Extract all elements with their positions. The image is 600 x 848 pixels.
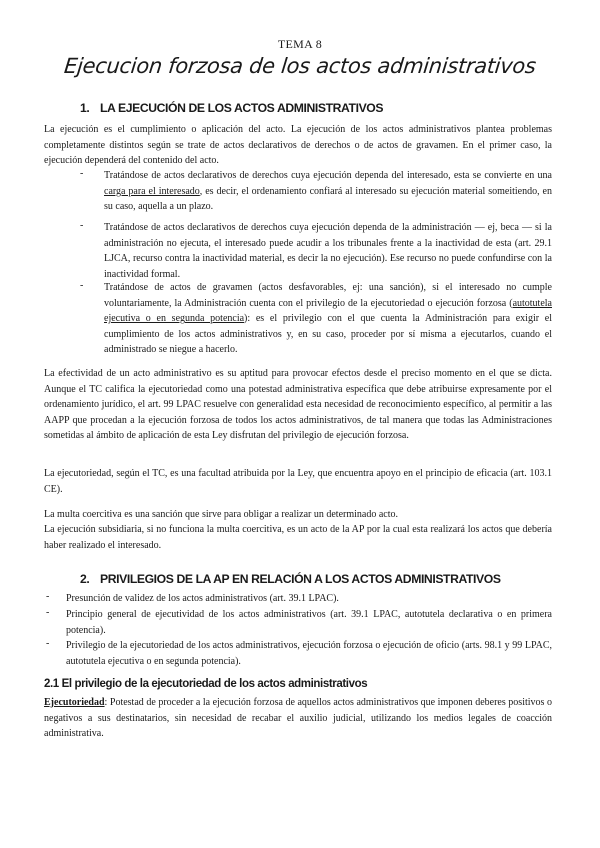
section-1-title: LA EJECUCIÓN DE LOS ACTOS ADMINISTRATIVOS [100,101,384,115]
list-item [104,220,552,282]
bullet-text-end: ): es el privilegio con el que cuenta la Administración para exigir el cumplimiento de los actos administrativos y, en su caso, proceder por sí misma a ejecutarlos, cuando el administrado se niegue a hacerlo. [104,313,552,356]
bullet-dash: - [46,591,50,602]
list-item [104,280,552,358]
efectividad-paragraph: La efectividad de un acto administrativo es su aptitud para provocar efectos desde el preciso momento en el que se dicta. Aunque el TC califica la ejecutoriedad como una potestad administrativa específica que debe atribuirse expresamente por el ordenamiento jurídico, el art. 99 LPAC resuelve con generalidad esta necesidad de reconocimiento específico, al permitir a las AAPP que procedan a la ejecución forzosa de todos los actos administrativos, de tal manera que todas las Administraciones sometidas al ámbito de aplicación de esta Ley disfrutan del privilegio de ejecución forzosa. [44,368,552,442]
bullet-text: Tratándose de actos de gravamen (actos desfavorables, ej: una sanción), si el interesado no cumple voluntariamente, la Administración cuenta con el privilegio de la ejecutoriedad o ejecución forzosa ( [104,282,552,309]
subsidiaria-paragraph: La ejecución subsidiaria, si no funciona la multa coercitiva, es un acto de la AP por la cual esta realizará los actos que debería haber realizado el interesado. [44,524,552,551]
section-1-heading [80,101,383,115]
section-2-heading [80,572,501,586]
bullet-text: Tratándose de actos declarativos de derechos cuya ejecución dependa del interesado, esta se convierte en una [104,170,552,181]
topic-number: TEMA 8 [277,37,323,51]
list-item: Presunción de validez de los actos administrativos (art. 39.1 LPAC). [66,593,339,604]
bullet-dash: - [46,638,50,649]
bullet-dash: - [80,168,84,179]
bullet-underlined-text: autotutela ejecutiva o en segunda potencia [104,297,552,325]
bullet-dash: - [80,280,84,291]
bullet-dash: - [80,220,84,231]
document-title: Ejecucion forzosa de los actos administrativos [63,54,537,78]
bullet-text-end: , es decir, el ordenamiento confiará al interesado su ejecución material someitiendo, en su caso, aquella a un plazo. [104,185,552,213]
list-item: Principio general de ejecutividad de los actos administrativos (art. 39.1 LPAC, autotutela declarativa o en primera potencia). [66,609,552,636]
bullet-underlined-text: carga para el interesado [104,185,200,197]
bullet-text: Tratándose de actos declarativos de derechos cuya ejecución dependa de la administración — ej, beca — si la administración no ejecuta, el interesado puede acudir a los tribunales frente a la inactividad de esta (art. 29.1 LJCA, recurso contra la inactividad material, es decir la no ejecución). Ese recurso no puede confundirse con la inactividad formal. [104,222,552,280]
definition-text: : Potestad de proceder a la ejecución forzosa de aquellos actos administrativos que imponen deberes positivos o negativos a sus destinatarios, sin necesidad de recabar el auxilio judicial, utilizando los medios legales de coacción administrativa. [44,697,552,740]
intro-paragraph: La ejecución es el cumplimiento o aplicación del acto. La ejecución de los actos administrativos plantea problemas completamente distintos según se trate de actos declarativos de derechos o de actos de gravamen. En el primer caso, la ejecución dependerá del contenido del acto. [44,124,552,167]
section-2-title: PRIVILEGIOS DE LA AP EN RELACIÓN A LOS ACTOS ADMINISTRATIVOS [100,572,501,586]
section-1-number: 1. [80,101,90,115]
section-2-number: 2. [80,572,90,586]
list-item [104,168,552,215]
ejecutoriedad-paragraph: La ejecutoriedad, según el TC, es una facultad atribuida por la Ley, que encuentra apoyo en el principio de eficacia (art. 103.1 CE). [44,468,552,495]
list-item: Privilegio de la ejecutoriedad de los actos administrativos, ejecución forzosa o ejecución de oficio (arts. 98.1 y 99 LPAC, autotutela ejecutiva o en segunda potencia). [66,640,552,667]
multa-paragraph: La multa coercitiva es una sanción que sirve para obligar a realizar un determinado acto. [44,509,399,520]
bullet-dash: - [46,607,50,618]
subsection-heading: 2.1 El privilegio de la ejecutoriedad de los actos administrativos [44,678,368,690]
ejecutoriedad-definition [44,695,552,742]
defined-term: Ejecutoriedad [44,697,105,708]
